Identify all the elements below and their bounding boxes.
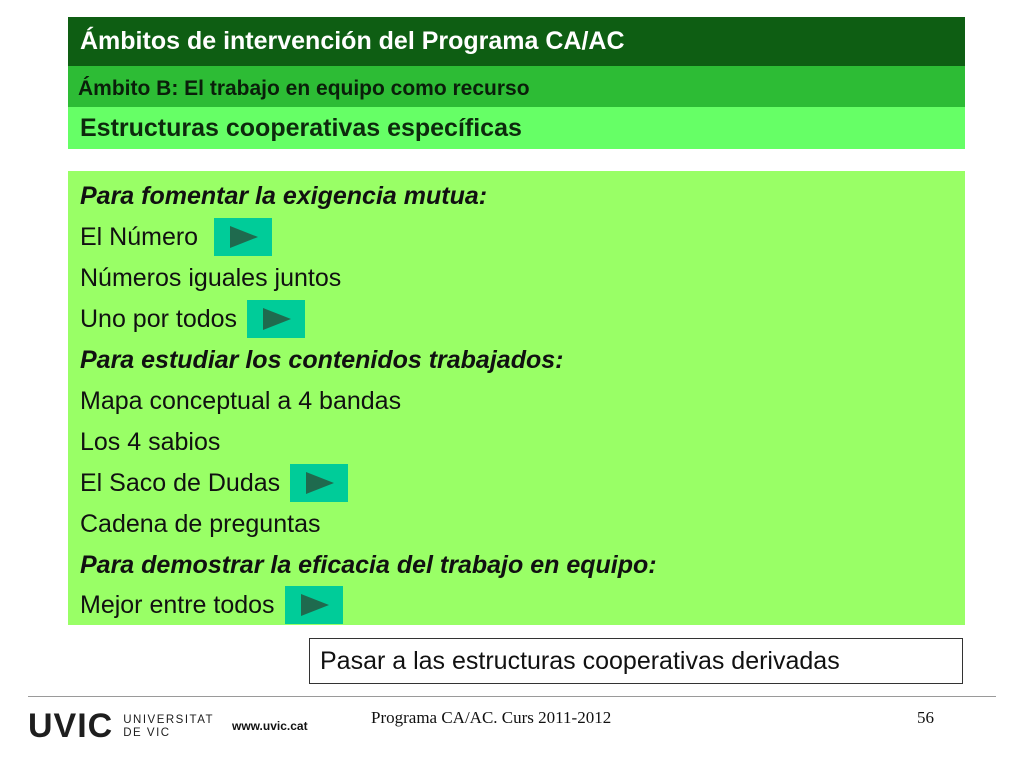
item-label: Números iguales juntos <box>80 263 342 292</box>
list-item-saco-de-dudas <box>80 463 348 503</box>
slide-title: Ámbitos de intervención del Programa CA/AC <box>68 17 965 66</box>
item-label: Cadena de preguntas <box>80 509 321 538</box>
heading-label: Para demostrar la eficacia del trabajo en equipo: <box>80 550 657 579</box>
section-title: Estructuras cooperativas específicas <box>68 107 965 149</box>
play-icon[interactable] <box>214 218 272 256</box>
item-label: Uno por todos <box>80 304 238 333</box>
play-icon[interactable] <box>247 300 305 338</box>
list-item-mejor-entre-todos <box>80 585 343 625</box>
university-logo <box>28 707 214 746</box>
heading-estudiar <box>80 340 563 380</box>
logo-text <box>123 714 214 740</box>
list-item-uno-por-todos <box>80 299 305 339</box>
footer-program: Programa CA/AC. Curs 2011-2012 <box>371 708 612 727</box>
heading-label: Para estudiar los contenidos trabajados: <box>80 345 564 374</box>
footer-divider <box>28 696 996 697</box>
slide-number: 56 <box>917 708 934 727</box>
heading-exigencia <box>80 176 487 216</box>
next-structures-link[interactable]: Pasar a las estructuras cooperativas derivadas <box>309 638 963 684</box>
item-label: Mejor entre todos <box>80 590 275 619</box>
list-item-mapa-conceptual <box>80 381 401 421</box>
item-label: Los 4 sabios <box>80 427 221 456</box>
list-item-cadena-preguntas <box>80 504 320 544</box>
play-icon[interactable] <box>290 464 348 502</box>
logo-line-2: DE VIC <box>123 726 171 739</box>
logo-line-1: UNIVERSITAT <box>123 713 215 726</box>
play-icon[interactable] <box>285 586 343 624</box>
list-item-los-4-sabios <box>80 422 220 462</box>
item-label: El Número <box>80 222 199 251</box>
website-link[interactable]: www.uvic.cat <box>232 719 308 733</box>
item-label: Mapa conceptual a 4 bandas <box>80 386 402 415</box>
content-panel <box>68 171 965 625</box>
item-label: El Saco de Dudas <box>80 468 281 497</box>
list-item-numeros-iguales <box>80 258 341 298</box>
logo-mark: UVIC <box>28 707 114 745</box>
heading-demostrar <box>80 545 657 585</box>
heading-label: Para fomentar la exigencia mutua: <box>80 181 488 210</box>
list-item-el-numero <box>80 217 272 257</box>
slide-subtitle: Ámbito B: El trabajo en equipo como recurso <box>68 66 965 107</box>
